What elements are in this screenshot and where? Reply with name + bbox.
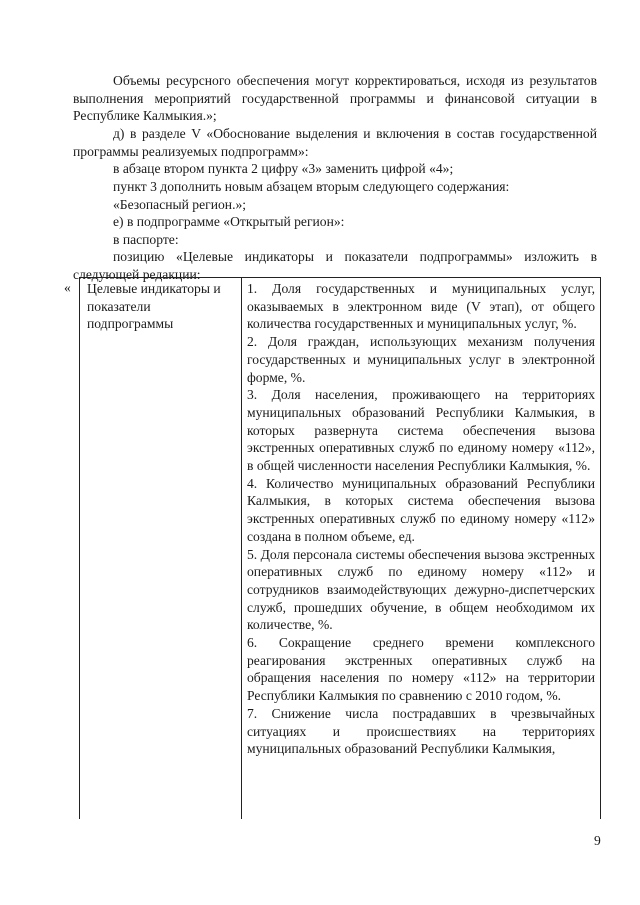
paragraph-open-region: е) в подпрограмме «Открытый регион»:	[113, 214, 345, 229]
indicator-item: 3. Доля населения, проживающего на территориях муниципальных образований Республики Калмыкия, в которых развернута система обеспечения вызова экстренных оперативных служб по единому номеру «112», в общей численности населения Республики Калмыкия, %.	[247, 387, 595, 474]
indicator-item: 7. Снижение числа пострадавших в чрезвычайных ситуациях и происшествиях на территориях муниципальных образований Республики Калмыкия,	[247, 705, 595, 757]
table-items-cell	[247, 280, 595, 758]
indicator-item: 6. Сокращение среднего времени комплексного реагирования экстренных оперативных служб на обращения населения по номеру «112» на территории Республики Калмыкия по сравнению с 2010 годом, %.	[247, 635, 595, 704]
paragraph-indicators: позицию «Целевые индикаторы и показатели подпрограммы» изложить в следующей редакции:	[73, 249, 597, 282]
paragraph-safe-region: «Безопасный регион.»;	[113, 197, 247, 212]
paragraph-passport: в паспорте:	[113, 232, 179, 247]
paragraph-add-item: пункт 3 дополнить новым абзацем вторым следующего содержания:	[113, 179, 510, 194]
paragraph-replace-digit: в абзаце втором пункта 2 цифру «3» заменить цифрой «4»;	[113, 161, 454, 176]
paragraph-resources: Объемы ресурсного обеспечения могут корректироваться, исходя из результатов выполнения мероприятий государственной программы и финансовой ситуации в Республике Калмыкия.»;	[73, 73, 597, 124]
paragraph-section-v: д) в разделе V «Обоснование выделения и включения в состав государственной программы реализуемых подпрограмм»:	[73, 126, 597, 159]
indicator-item: 5. Доля персонала системы обеспечения вызова экстренных оперативных служб по единому номеру «112» и сотрудников взаимодействующих дежурно-диспетчерских служб, прошедших обучение, в общем необходимом их количестве, %.	[247, 546, 595, 633]
indicator-item: 4. Количество муниципальных образований Республики Калмыкия, в которых система обеспечения вызова экстренных оперативных служб по единому номеру «112» создана в полном объеме, ед.	[247, 475, 595, 544]
indicator-item: 1. Доля государственных и муниципальных услуг, оказываемых в электронном виде (V этап), от общего количества государственных и муниципальных услуг, %.	[247, 281, 595, 332]
table-label-cell: Целевые индикаторы и показатели подпрограммы	[87, 281, 221, 332]
page-number: 9	[594, 833, 601, 848]
table-column-divider	[241, 278, 242, 819]
indicators-table	[79, 277, 601, 819]
opening-quote: «	[64, 280, 71, 295]
indicator-item: 2. Доля граждан, использующих механизм получения государственных и муниципальных услуг в электронной форме, %.	[247, 334, 595, 385]
